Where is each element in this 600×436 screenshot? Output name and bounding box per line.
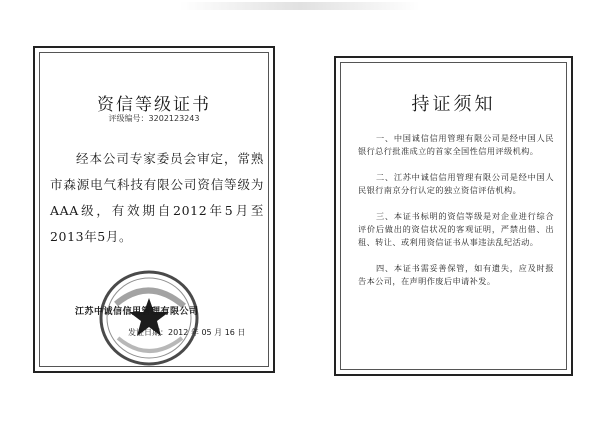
official-seal-icon <box>98 268 200 368</box>
issue-date: 发证日期：2012 年 05 月 16 日 <box>128 328 246 337</box>
notice-list <box>358 132 554 301</box>
certificate-body: 经本公司专家委员会审定，常熟市森源电气科技有限公司资信等级为AAA级，有效期自2012年5月至2013年5月。 <box>50 151 264 244</box>
notice-item-1: 一、中国诚信信用管理有限公司是经中国人民银行总行批准成立的首家全国性信用评级机构。 <box>358 133 554 156</box>
scan-smudge <box>180 2 420 10</box>
issuer-name: 江苏中诚信信用管理有限公司 <box>75 307 199 317</box>
notice-item-3: 三、本证书标明的资信等级是对企业进行综合评价后做出的资信状况的客观证明，严禁出借、出租、转让、或利用资信证书从事违法乱纪活动。 <box>358 211 554 247</box>
notice-item-4: 四、本证书需妥善保管，如有遗失，应及时报告本公司，在声明作废后申请补发。 <box>358 263 554 286</box>
certificate-title: 资信等级证书 <box>97 95 211 115</box>
notice-title: 持证须知 <box>411 94 496 115</box>
notice-item-2: 二、江苏中诚信信用管理有限公司是经中国人民银行南京分行认定的独立资信评估机构。 <box>358 172 554 195</box>
certificate-number: 评级编号：3202123243 <box>108 114 200 123</box>
